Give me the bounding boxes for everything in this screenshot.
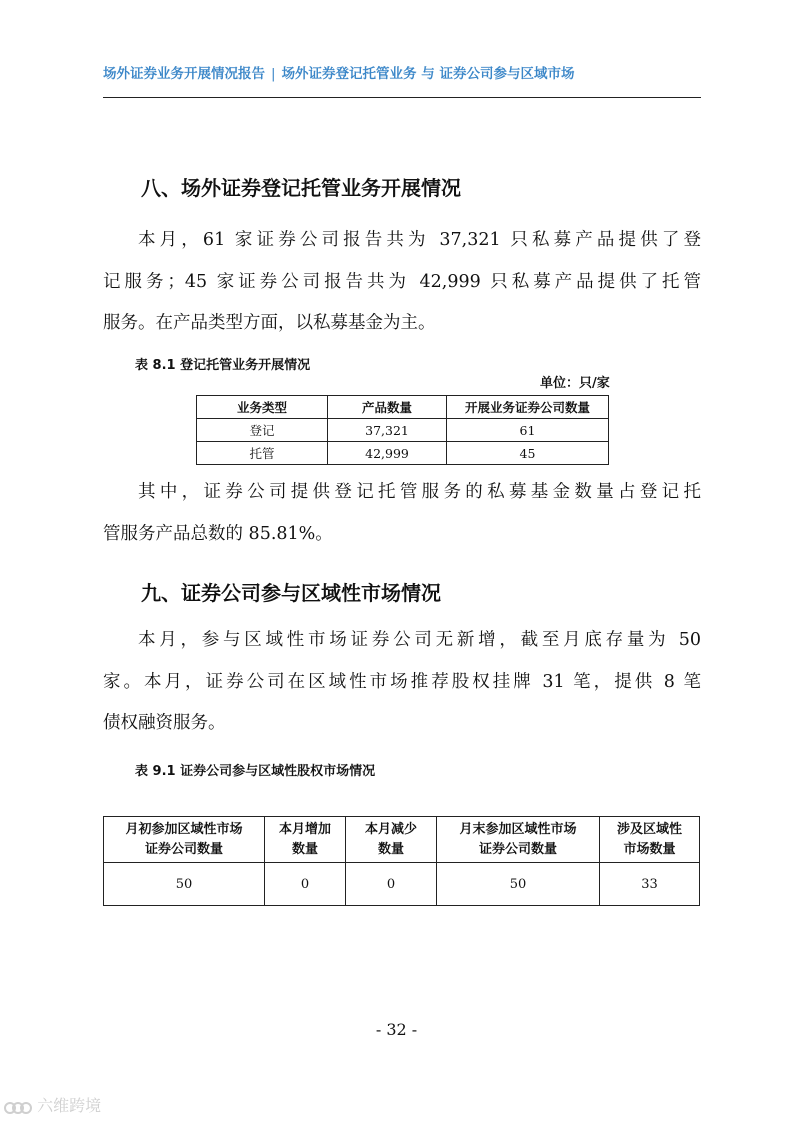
table-cell: 托管 [197,442,328,465]
table-header-row [197,396,609,419]
table-cell: 33 [600,863,700,906]
section-9-paragraph [103,620,701,745]
table-cell: 45 [447,442,609,465]
table-row [104,863,700,906]
watermark [4,1093,101,1116]
section-8-paragraph-1 [103,220,701,345]
watermark-logo-icon [4,1098,32,1116]
header-line: 市场数量 [623,841,676,857]
column-header [104,817,265,863]
section-9-title: 九、证券公司参与区域性市场情况 [141,581,441,605]
table-cell: 登记 [197,419,328,442]
table-cell: 61 [447,419,609,442]
header-divider [103,97,701,98]
column-header: 业务类型 [197,396,328,419]
section-8-title: 八、场外证券登记托管业务开展情况 [141,176,461,200]
paragraph-line: 本月，参与区域性市场证券公司无新增，截至月底存量为 50 [138,630,701,650]
table-8-1 [196,395,609,465]
paragraph-line: 管服务产品总数的 85.81%。 [103,523,333,544]
header-line: 月末参加区域性市场 [459,821,577,837]
running-header [103,62,703,82]
table-cell: 0 [265,863,346,906]
column-header: 产品数量 [328,396,447,419]
column-header [437,817,600,863]
paragraph-line: 家。本月，证券公司在区域性市场推荐股权挂牌 31 笔，提供 8 笔 [103,671,701,692]
section-8-paragraph-2 [103,472,701,555]
paragraph-line: 记服务；45 家证券公司报告共为 42,999 只私募产品提供了托管 [103,271,701,292]
paragraph-line: 债权融资服务。 [103,713,226,733]
table-cell: 37,321 [328,419,447,442]
header-separator: | [271,66,276,82]
header-line: 证券公司数量 [144,841,223,857]
paragraph-line: 其中，证券公司提供登记托管服务的私募基金数量占登记托 [138,482,701,502]
column-header [265,817,346,863]
table-cell: 50 [104,863,265,906]
header-line: 数量 [377,841,404,857]
header-line: 本月减少 [364,821,417,837]
header-line: 涉及区域性 [616,821,682,837]
header-line: 月初参加区域性市场 [125,821,243,837]
table-cell: 42,999 [328,442,447,465]
header-line: 证券公司数量 [478,841,557,857]
table-8-1-unit: 单位：只/家 [540,376,610,391]
header-line: 本月增加 [278,821,331,837]
watermark-text: 六维跨境 [37,1096,102,1115]
table-cell: 0 [346,863,437,906]
header-section-title: 场外证券登记托管业务 与 证券公司参与区域市场 [281,66,575,82]
column-header: 开展业务证券公司数量 [447,396,609,419]
page-number: - 32 - [375,1020,418,1039]
table-cell: 50 [437,863,600,906]
table-8-1-caption: 表 8.1 登记托管业务开展情况 [135,358,311,373]
table-9-1 [103,816,700,906]
table-9-1-caption: 表 9.1 证券公司参与区域性股权市场情况 [135,764,376,779]
header-report-title: 场外证券业务开展情况报告 [103,66,265,82]
column-header [346,817,437,863]
table-row [197,419,609,442]
header-line: 数量 [291,841,318,857]
paragraph-line: 本月，61 家证券公司报告共为 37,321 只私募产品提供了登 [138,230,701,250]
table-row [197,442,609,465]
paragraph-line: 服务。在产品类型方面，以私募基金为主。 [103,313,436,333]
table-header-row [104,817,700,863]
column-header [600,817,700,863]
